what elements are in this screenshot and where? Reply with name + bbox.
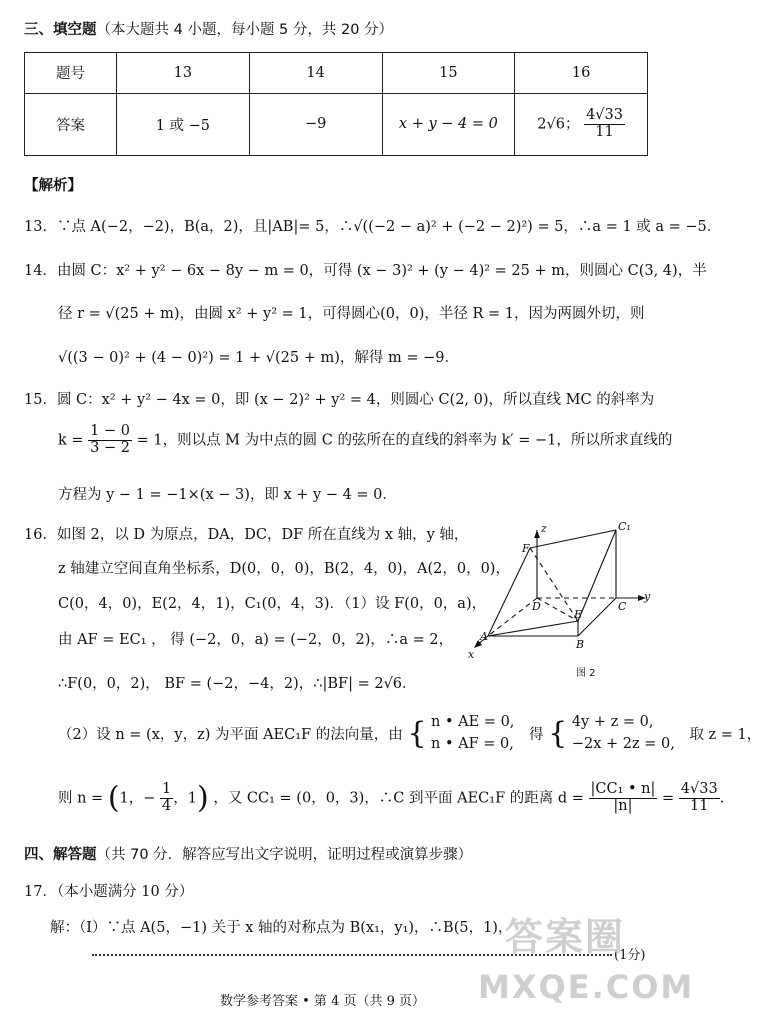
system-2-eq-2: −2x + 2z = 0, <box>571 735 675 752</box>
fraction-numerator: |CC₁ • n| <box>590 781 656 797</box>
section-4-heading <box>24 843 472 864</box>
period: . <box>719 790 725 807</box>
q16-l7b: ，又 CC₁ = (0，0，3)，∴C 到平面 AEC₁F 的距离 d = <box>213 790 584 807</box>
z-arrow-icon <box>534 530 540 538</box>
q17-score: (1分) <box>614 948 646 963</box>
right-paren: ) <box>197 780 209 816</box>
figure-caption: 图 2 <box>576 668 596 679</box>
label-c: C <box>618 600 627 613</box>
q16-l7a: 则 n = <box>58 790 104 807</box>
system-2 <box>572 712 675 756</box>
fraction-denominator: 3 − 2 <box>90 439 130 456</box>
edge-da <box>488 598 537 636</box>
label-b: B <box>576 638 585 651</box>
fraction-numerator: 1 <box>162 781 172 797</box>
label-x: x <box>468 648 475 661</box>
edge-bc <box>578 598 616 636</box>
answer-table <box>24 52 648 156</box>
table-row <box>25 93 648 155</box>
q15-line-2 <box>58 424 672 457</box>
table-cell: 答案 <box>25 93 117 155</box>
answer-16b-fraction <box>584 108 625 141</box>
label-e: E <box>574 608 583 621</box>
table-row <box>25 53 648 94</box>
edge-de <box>537 598 578 621</box>
table-cell: 题号 <box>25 53 117 94</box>
q15-rest: = 1，则以点 M 为中点的圆 C 的弦所在的直线的斜率为 k′ = −1，所以所求直线的 <box>136 432 673 449</box>
q16-vec-fraction <box>160 782 173 815</box>
fraction-denominator: |n| <box>613 797 633 814</box>
system-1-eq-2: n • AF = 0, <box>431 735 514 752</box>
q17-line-1: 解：（Ⅰ）∵点 A(5，−1) 关于 x 轴的对称点为 B(x₁，y₁)，∴B(5，1)， <box>50 920 513 936</box>
q16-line-1: 16．如图 2，以 D 为原点，DA，DC，DF 所在直线为 x 轴，y 轴， <box>24 527 469 543</box>
fraction-numerator: 1 − 0 <box>90 423 130 439</box>
label-f: F <box>522 542 530 555</box>
answer-16a: 2√6； <box>537 116 580 133</box>
left-paren: ( <box>107 780 120 816</box>
table-cell <box>515 93 648 155</box>
q16-l6c: 取 z = 1， <box>689 727 761 744</box>
label-a: A <box>480 630 488 643</box>
figure-2 <box>466 518 656 683</box>
table-cell: −9 <box>249 93 382 155</box>
label-z: z <box>541 522 547 535</box>
label-d: D <box>532 600 541 613</box>
table-cell: 16 <box>515 53 648 94</box>
brace-icon: { <box>548 715 568 751</box>
q16-distance-fraction <box>589 782 658 815</box>
section-3-heading <box>24 18 393 39</box>
q15-line-3: 方程为 y − 1 = −1×(x − 3)，即 x + y − 4 = 0． <box>58 487 397 503</box>
q16-vec-part-2: ，1 <box>173 790 197 807</box>
fraction-numerator: 4√33 <box>586 106 623 123</box>
q15-line-1: 15．圆 C：x² + y² − 4x = 0，即 (x − 2)² + y² = 4，则圆心 C(2, 0)，所以直线 MC 的斜率为 <box>24 392 655 408</box>
table-cell: 15 <box>382 53 515 94</box>
q14-line-1: 14．由圆 C：x² + y² − 6x − 8y − m = 0，可得 (x − 3)² + (y − 4)² = 25 + m，则圆心 C(3, 4)，半 <box>24 263 707 279</box>
q13-line: 13．∵点 A(−2，−2)，B(a，2)，且|AB|= 5，∴√((−2 − a)² + (−2 − 2)²) = 5，∴a = 1 或 a = −5． <box>24 219 722 235</box>
q16-line-2: z 轴建立空间直角坐标系，D(0，0，0)，B(2，4，0)，A(2，0，0)， <box>58 561 510 577</box>
edge-ae <box>488 621 578 636</box>
table-cell: x + y − 4 = 0 <box>382 93 515 155</box>
fraction-denominator: 11 <box>690 797 709 814</box>
brace-icon: { <box>407 715 427 751</box>
q16-l6b: 得 <box>529 727 544 744</box>
q15-fraction <box>88 424 132 457</box>
table-cell: 13 <box>117 53 250 94</box>
table-cell: 14 <box>249 53 382 94</box>
fraction-denominator: 4 <box>162 797 172 814</box>
watermark-top: 答案圈 <box>505 915 626 959</box>
section-4-title: 四、解答题 <box>24 847 97 863</box>
q16-line-5: ∴F(0，0，2)， BF = (−2，−4，2)，∴|BF| = 2√6． <box>58 676 417 692</box>
table-cell: 1 或 −5 <box>117 93 250 155</box>
watermark-bottom: MXQE.COM <box>478 968 695 1006</box>
fraction-denominator: 11 <box>595 123 614 140</box>
section-3-title: 三、填空题 <box>24 22 97 38</box>
system-1 <box>431 712 514 756</box>
q16-line-7 <box>58 782 724 815</box>
q16-l6a: （2）设 n = (x，y，z) 为平面 AEC₁F 的法向量，由 <box>58 727 403 744</box>
edge-ec1 <box>578 530 616 621</box>
q16-line-4: 由 AF = EC₁ ， 得 (−2，0，a) = (−2，0，2)，∴a = 2， <box>58 632 454 648</box>
q17-title: 17．（本小题满分 10 分） <box>24 884 194 900</box>
q14-line-3: √((3 − 0)² + (4 − 0)²) = 1 + √(25 + m)，解得 m = −9． <box>58 350 459 366</box>
system-1-eq-1: n • AE = 0, <box>431 714 515 730</box>
q16-line-6 <box>58 712 761 762</box>
analysis-heading: 【解析】 <box>24 178 82 194</box>
system-2-eq-1: 4y + z = 0, <box>571 714 654 730</box>
label-y: y <box>644 590 651 603</box>
q16-equals: = <box>662 790 675 807</box>
q15-k: k = <box>58 432 84 449</box>
section-4-note: （共 70 分．解答应写出文字说明，证明过程或演算步骤） <box>96 847 473 863</box>
page-footer: 数学参考答案 • 第 4 页（共 9 页） <box>220 994 426 1009</box>
fraction-numerator: 4√33 <box>680 781 718 797</box>
label-c1: C₁ <box>618 520 631 533</box>
q16-vec-part-1: 1，− <box>119 790 156 807</box>
q16-result-fraction <box>679 782 720 815</box>
q16-line-3: C(0，4，0)，E(2，4，1)，C₁(0，4，3)．（1）设 F(0，0，a)， <box>58 596 487 612</box>
q14-line-2: 径 r = √(25 + m)，由圆 x² + y² = 1，可得圆心(0，0)，半径 R = 1，因为两圆外切，则 <box>58 306 645 322</box>
edge-af <box>488 548 530 636</box>
section-3-note: （本大题共 4 小题，每小题 5 分，共 20 分） <box>96 22 394 38</box>
